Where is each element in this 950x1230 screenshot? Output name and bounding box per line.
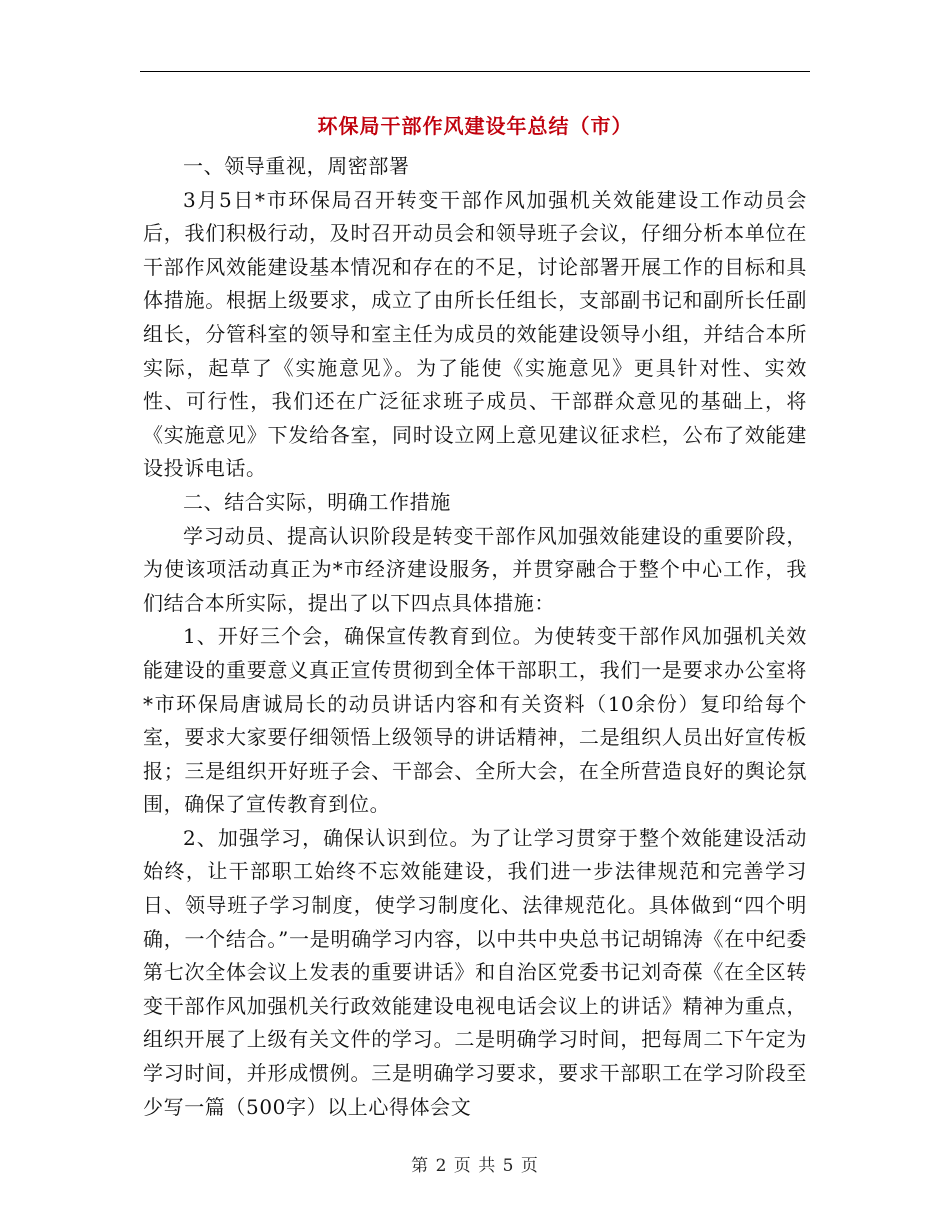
document-body	[143, 150, 807, 1124]
page-number-footer: 第 2 页 共 5 页	[411, 1156, 539, 1176]
section-heading-1: 一、领导重视，周密部署	[183, 154, 410, 178]
body-paragraph: 3月5日*市环保局召开转变干部作风加强机关效能建设工作动员会后，我们积极行动，及时召开动员会和领导班子会议，仔细分析本单位在干部作风效能建设基本情况和存在的不足，讨论部署开展工作的目标和具体措施。根据上级要求，成立了由所长任组长，支部副书记和副所长任副组长，分管科室的领导和室主任为成员的效能建设领导小组，并结合本所实际，起草了《实施意见》。为了能使《实施意见》更具针对性、实效性、可行性，我们还在广泛征求班子成员、干部群众意见的基础上，将《实施意见》下发给各室，同时设立网上意见建议征求栏，公布了效能建设投诉电话。	[143, 187, 807, 481]
body-paragraph: 1、开好三个会，确保宣传教育到位。为使转变干部作风加强机关效能建设的重要意义真正宣传贯彻到全体干部职工，我们一是要求办公室将*市环保局唐诚局长的动员讲话内容和有关资料（10余份）复印给每个室，要求大家要仔细领悟上级领导的讲话精神，二是组织人员出好宣传板报；三是组织开好班子会、干部会、全所大会，在全所营造良好的舆论氛围，确保了宣传教育到位。	[143, 624, 807, 817]
section-heading-2: 二、结合实际，明确工作措施	[183, 489, 451, 514]
body-paragraph: 学习动员、提高认识阶段是转变干部作风加强效能建设的重要阶段，为使该项活动真正为*市经济建设服务，并贯穿融合于整个中心工作，我们结合本所实际，提出了以下四点具体措施：	[143, 523, 807, 615]
body-paragraph: 2、加强学习，确保认识到位。为了让学习贯穿于整个效能建设活动始终，让干部职工始终不忘效能建设，我们进一步法律规范和完善学习日、领导班子学习制度，使学习制度化、法律规范化。具体做到“四个明确，一个结合。”一是明确学习内容，以中共中央总书记胡锦涛《在中纪委第七次全体会议上发表的重要讲话》和自治区党委书记刘奇葆《在全区转变干部作风加强机关行政效能建设电视电话会议上的讲话》精神为重点，组织开展了上级有关文件的学习。二是明确学习时间，把每周二下午定为学习时间，并形成惯例。三是明确学习要求，要求干部职工在学习阶段至少写一篇（500字）以上心得体会文	[143, 825, 807, 1119]
header-rule	[140, 71, 810, 72]
document-title: 环保局干部作风建设年总结（市）	[317, 114, 633, 138]
